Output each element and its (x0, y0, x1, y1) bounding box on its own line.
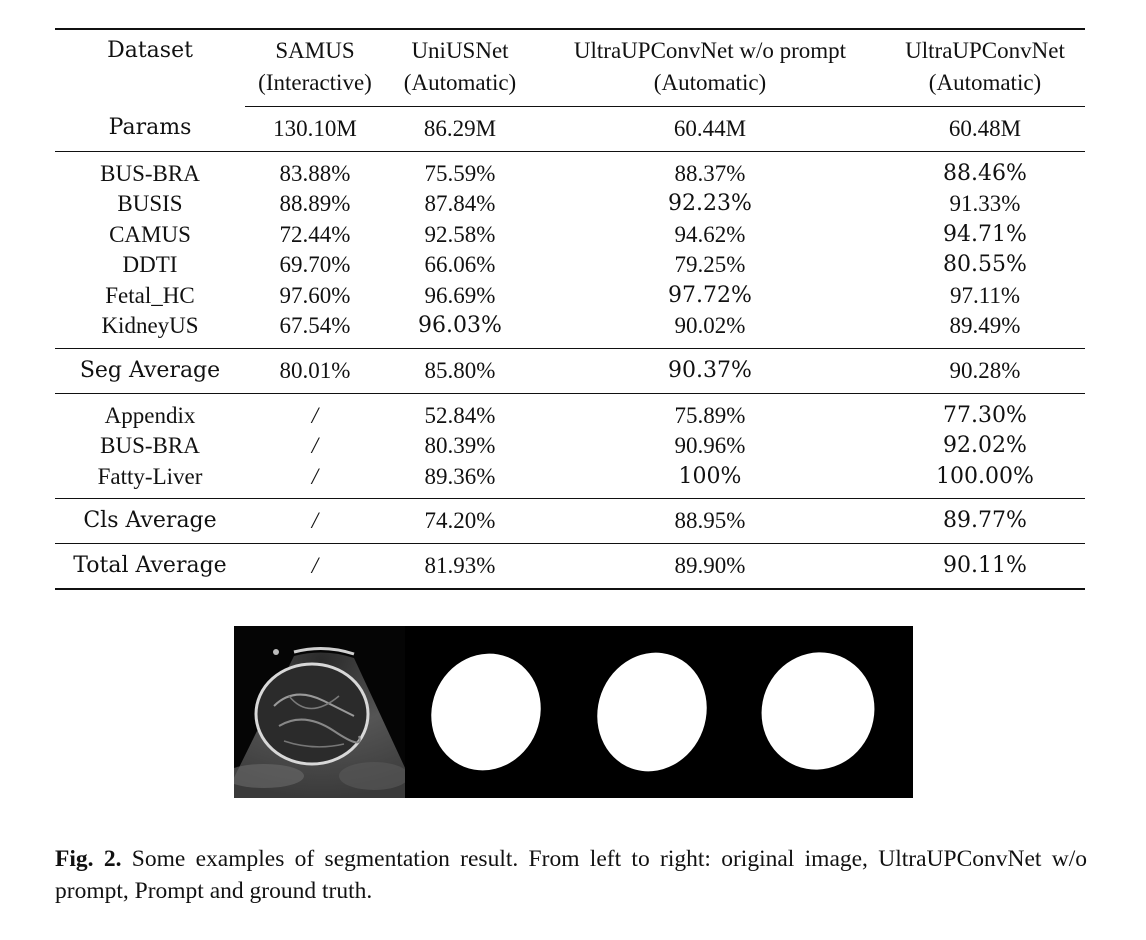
cell-value: 88.89% (279, 191, 351, 216)
cell-value: / (245, 544, 385, 590)
cell-value: 75.89% (535, 393, 885, 431)
segmentation-figure-svg (234, 626, 913, 798)
cell-value: 97.60% (279, 282, 351, 308)
seg-row (55, 220, 1085, 251)
dataset-name: Fatty-Liver (97, 463, 203, 489)
header-uupc-wo-prompt: UltraUPConvNet w/o prompt (535, 29, 885, 67)
cell-value: 87.84% (424, 191, 496, 216)
cell-value-best: 80.55% (943, 252, 1027, 277)
cell-value: 88.95% (535, 499, 885, 544)
cell-value: / (245, 393, 385, 431)
cell-value: 80.39% (424, 433, 496, 458)
cls-average-label: Cls Average (55, 499, 245, 544)
cell-value: 89.90% (535, 544, 885, 590)
cell-value: / (311, 463, 319, 489)
total-average-label: Total Average (55, 544, 245, 590)
cell-value: 89.49% (949, 313, 1021, 338)
cell-value: 66.06% (424, 252, 496, 277)
cell-value: / (245, 499, 385, 544)
cell-value-best: 92.23% (668, 191, 752, 216)
caption-label: Fig. 2. (55, 846, 122, 872)
cell-value: 72.44% (279, 221, 351, 247)
params-row (55, 106, 1085, 151)
cell-value-best: 90.11% (885, 544, 1085, 590)
seg-row (55, 151, 1085, 189)
params-value: 60.44M (673, 115, 747, 141)
header-samus-mode: (Interactive) (245, 67, 385, 107)
seg-row (55, 189, 1085, 220)
dataset-name: BUS-BRA (55, 151, 245, 189)
cls-row (55, 462, 1085, 499)
header-dataset: Dataset (55, 29, 245, 106)
dataset-name: KidneyUS (101, 313, 199, 338)
segmentation-figure (234, 626, 913, 798)
seg-row (55, 281, 1085, 312)
cell-value: 92.58% (424, 221, 496, 247)
header-uniusnet-mode: (Automatic) (385, 67, 535, 107)
cell-value-best: 100% (678, 463, 742, 489)
params-value: 60.48M (948, 115, 1022, 141)
cell-value-best: 77.30% (885, 393, 1085, 431)
marker-dot (273, 649, 279, 655)
original-ultrasound-image (234, 626, 419, 798)
header-uupc-mode: (Automatic) (885, 67, 1085, 107)
cls-average-row (55, 499, 1085, 544)
cls-row (55, 431, 1085, 462)
header-uniusnet: UniUSNet (385, 29, 535, 67)
params-value: 86.29M (423, 115, 497, 141)
cell-value: 88.37% (535, 151, 885, 189)
seg-average-row (55, 348, 1085, 393)
cell-value: 90.96% (674, 433, 746, 458)
cls-row (55, 393, 1085, 431)
cell-value-best: 89.77% (885, 499, 1085, 544)
dataset-name: BUS-BRA (100, 433, 200, 458)
cell-value: 67.54% (279, 313, 351, 338)
cell-value: 96.69% (424, 282, 496, 308)
cell-value: 69.70% (279, 252, 351, 277)
cell-value: 90.28% (885, 348, 1085, 393)
cell-value-best: 90.37% (535, 348, 885, 393)
dataset-name: DDTI (122, 252, 178, 277)
cell-value-best: 97.72% (668, 282, 752, 308)
cell-value: 85.80% (385, 348, 535, 393)
cell-value-best: 92.02% (943, 433, 1027, 458)
header-uupc: UltraUPConvNet (885, 29, 1085, 67)
results-table (55, 28, 1085, 590)
cell-value-best: 88.46% (885, 151, 1085, 189)
header-uupc-wo-prompt-mode: (Automatic) (535, 67, 885, 107)
cell-value: 75.59% (385, 151, 535, 189)
dataset-name: BUSIS (117, 191, 183, 216)
seg-row (55, 250, 1085, 281)
dataset-name: Fetal_HC (105, 282, 195, 308)
cell-value: 94.62% (674, 221, 746, 247)
cell-value: 52.84% (385, 393, 535, 431)
cell-value: 81.93% (385, 544, 535, 590)
params-label: Params (108, 115, 192, 141)
cell-value: 74.20% (385, 499, 535, 544)
mask-prompt (581, 637, 724, 787)
cell-value-best: 96.03% (418, 313, 502, 338)
header-row (55, 29, 1085, 67)
cell-value: 79.25% (674, 252, 746, 277)
cell-value: 89.36% (424, 463, 496, 489)
mask-wo-prompt (414, 637, 558, 787)
caption-text: Some examples of segmentation result. From left to right: original image, UltraUPConvNet w/o prompt, Prompt and ground truth. (55, 846, 1087, 904)
cell-value: / (311, 433, 319, 458)
cell-value: 83.88% (245, 151, 385, 189)
cell-value-best: 100.00% (936, 463, 1034, 489)
cell-value-best: 94.71% (943, 221, 1027, 247)
dataset-name: Appendix (55, 393, 245, 431)
cell-value: 91.33% (949, 191, 1021, 216)
header-samus: SAMUS (245, 29, 385, 67)
figure-caption (55, 843, 1087, 907)
cell-value: 80.01% (245, 348, 385, 393)
seg-row (55, 311, 1085, 348)
total-average-row (55, 544, 1085, 590)
mask-ground-truth (744, 635, 892, 786)
dataset-name: CAMUS (109, 221, 191, 247)
cell-value: 90.02% (674, 313, 746, 338)
params-value: 130.10M (273, 115, 357, 141)
cell-value: 97.11% (949, 282, 1021, 308)
seg-average-label: Seg Average (55, 348, 245, 393)
